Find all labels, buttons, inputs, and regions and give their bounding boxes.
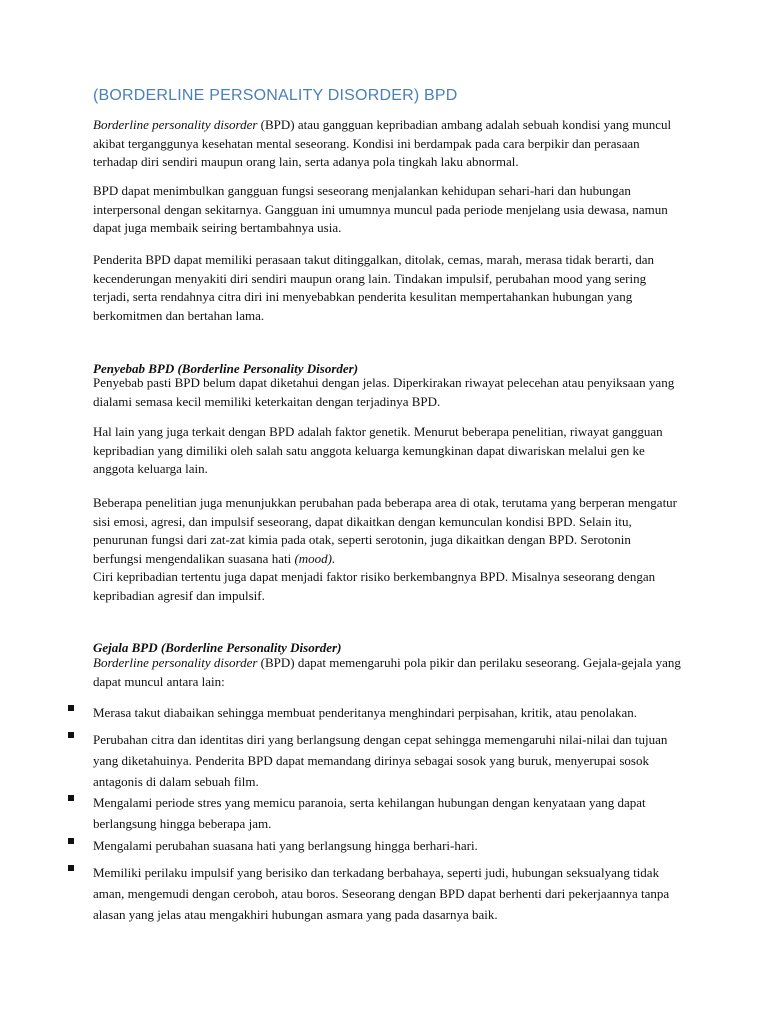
intro-paragraph-1-text: (BPD) atau gangguan kepribadian ambang adalah sebuah kondisi yang muncul akibat terganggunya kesehatan mental seseorang. Kondisi ini berdampak pada cara berpikir dan perasaan terhadap diri sendiri maupun orang lain, serta adanya pola tingkah laku abnormal.: [93, 117, 672, 169]
symptoms-intro-text: (BPD) dapat memengaruhi pola pikir dan perilaku seseorang. Gejala-gejala yang dapat muncul antara lain:: [93, 655, 681, 689]
causes-paragraph-2: Hal lain yang juga terkait dengan BPD adalah faktor genetik. Menurut beberapa penelitian, riwayat gangguan kepribadian yang dimiliki oleh salah satu anggota keluarga kemungkinan dapat diwariskan melalui gen ke anggota keluarga lain.: [93, 424, 663, 476]
causes-heading: Penyebab BPD (Borderline Personality Disorder): [93, 361, 359, 376]
intro-paragraph-2: BPD dapat menimbulkan gangguan fungsi seseorang menjalankan kehidupan sehari-hari dan hubungan interpersonal dengan sekitarnya. Gangguan ini umumnya muncul pada periode menjelang usia dewasa, namun dapat juga membaik seiring bertambahnya usia.: [93, 183, 668, 235]
list-item-text: Merasa takut diabaikan sehingga membuat penderitanya menghindari perpisahan, kritik, atau penolakan.: [93, 705, 638, 720]
symptoms-heading: Gejala BPD (Borderline Personality Disorder): [93, 640, 342, 655]
term-italic: Borderline personality disorder: [93, 655, 258, 670]
list-item-text: Perubahan citra dan identitas diri yang berlangsung dengan cepat sehingga memengaruhi nilai-nilai dan tujuan yang diketahuinya. Penderita BPD dapat memandang dirinya sebagai sosok yang buruk, menyerupai sosok antagonis di dalam sebuah film.: [93, 732, 668, 789]
mood-term: (mood).: [294, 550, 336, 566]
square-bullet-icon: [68, 705, 74, 711]
square-bullet-icon: [68, 795, 74, 801]
intro-paragraph-3: Penderita BPD dapat memiliki perasaan takut ditinggalkan, ditolak, cemas, marah, merasa tidak berarti, dan kecenderungan menyakiti diri sendiri maupun orang lain. Tindakan impulsif, perubahan mood yang sering terjadi, serta rendahnya citra diri ini menyebabkan penderita kesulitan mempertahankan hubungan yang berkomitmen dan bertahan lama.: [93, 252, 654, 323]
causes-paragraph-3: [93, 494, 683, 605]
square-bullet-icon: [68, 865, 74, 871]
list-item-text: Memiliki perilaku impulsif yang berisiko dan terkadang berbahaya, seperti judi, hubungan seksualyang tidak aman, mengemudi dengan ceroboh, atau boros. Seseorang dengan BPD dapat berhenti dari pekerjaannya tanpa alasan yang jelas atau mengakhiri hubungan asmara yang pada dasarnya baik.: [93, 865, 670, 922]
symptoms-intro: [93, 654, 683, 691]
term-italic: Borderline personality disorder: [93, 117, 258, 132]
causes-paragraph-3-text: Beberapa penelitian juga menunjukkan perubahan pada beberapa area di otak, terutama yang berperan mengatur sisi emosi, agresi, dan impulsif seseorang, dapat dikaitkan dengan kemunculan kondisi BPD. Selain itu, penurunan fungsi dari zat-zat kimia pada otak, seperti serotonin, juga dikaitkan dengan BPD. Serotonin berfungsi mengendalikan suasana hati: [93, 495, 678, 566]
list-item-text: Mengalami perubahan suasana hati yang berlangsung hingga berhari-hari.: [93, 838, 478, 853]
causes-paragraph-1: Penyebab pasti BPD belum dapat diketahui dengan jelas. Diperkirakan riwayat pelecehan atau penyiksaan yang dialami semasa kecil memiliki keterkaitan dengan terjadinya BPD.: [93, 375, 675, 409]
list-item-text: Mengalami periode stres yang memicu paranoia, serta kehilangan hubungan dengan kenyataan yang dapat berlangsung hingga beberapa jam.: [93, 795, 646, 831]
causes-paragraph-3-tail: Ciri kepribadian tertentu juga dapat menjadi faktor risiko berkembangnya BPD. Misalnya seseorang dengan kepribadian agresif dan impulsif.: [93, 569, 656, 603]
square-bullet-icon: [68, 838, 74, 844]
page-title: (BORDERLINE PERSONALITY DISORDER) BPD: [93, 87, 458, 104]
square-bullet-icon: [68, 732, 74, 738]
intro-paragraph-1: [93, 116, 683, 172]
